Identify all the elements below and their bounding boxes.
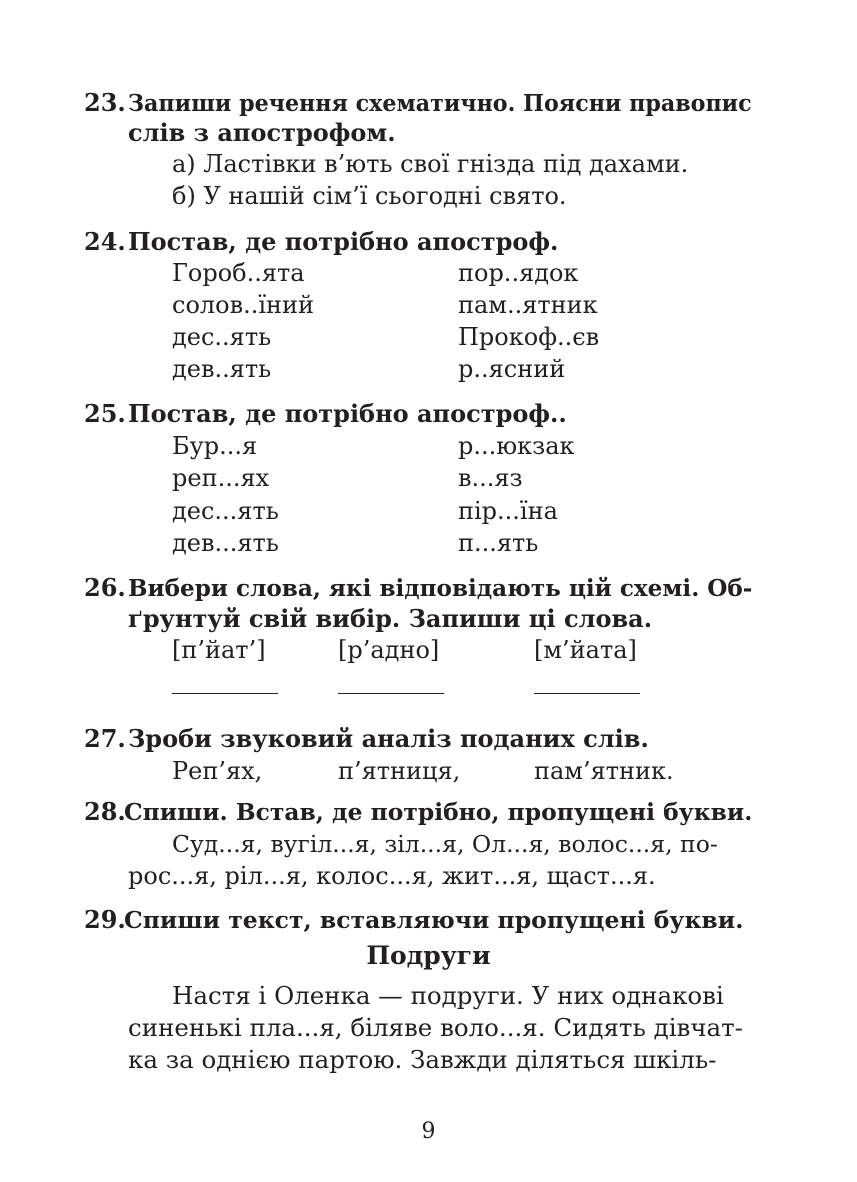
task-24-word: дев..ять (172, 355, 272, 383)
task-23-instruction-line2: слів з апострофом. (128, 118, 396, 147)
task-27-word: пам’ятник. (534, 757, 674, 785)
task-27-word: Реп’ях, (172, 757, 263, 785)
task-26-number: 26. (84, 573, 126, 602)
task-24-word: р..ясний (458, 355, 566, 383)
page-number: 9 (421, 1119, 436, 1144)
task-28-instruction: Спиши. Встав, де потрібно, пропущені букви. (124, 798, 753, 826)
task-26-instruction-line2: ґрунтуй свій вибір. Запиши ці слова. (128, 604, 653, 633)
text-line-1: Настя і Оленка — подруги. У них однакові (172, 981, 724, 1010)
task-26-scheme: [п’йат’] (172, 636, 266, 664)
task-23-sentence-a: а) Ластівки в’ють свої гнізда під дахами. (172, 150, 689, 178)
task-24-number: 24. (84, 227, 126, 256)
answer-blank (338, 693, 444, 694)
task-23-number: 23. (84, 88, 126, 117)
task-28-number: 28. (84, 797, 126, 826)
task-25-word: п...ять (458, 529, 539, 557)
task-23-sentence-b: б) У нашій сім’ї сьогодні свято. (172, 182, 567, 210)
task-28-text-line1: Суд...я, вугіл...я, зіл...я, Ол...я, волос...я, по- (172, 830, 718, 858)
answer-blank (172, 693, 278, 694)
task-25-word: р...юкзак (458, 432, 575, 460)
task-24-word: дес..ять (172, 323, 272, 351)
task-24-word: Прокоф..єв (458, 323, 600, 351)
task-25-word: Бур...я (172, 432, 258, 460)
answer-blank (534, 693, 640, 694)
task-24-word: пор..ядок (458, 259, 579, 287)
task-24-instruction: Постав, де потрібно апостроф. (128, 227, 559, 256)
task-29-number: 29. (84, 905, 126, 934)
task-26-scheme: [м’йата] (534, 636, 637, 664)
task-25-word: дес...ять (172, 497, 279, 525)
task-26-instruction-line1: Вибери слова, які відповідають цій схемі. Об- (128, 574, 753, 602)
task-25-word: дев...ять (172, 529, 279, 557)
task-24-word: солов..їний (172, 291, 315, 319)
task-25-number: 25. (84, 399, 126, 428)
task-25-word: реп...ях (172, 464, 270, 492)
task-27-word: п’ятниця, (338, 757, 461, 785)
task-29-instruction: Спиши текст, вставляючи пропущені букви. (124, 906, 744, 934)
task-24-word: пам..ятник (458, 291, 598, 319)
task-27-instruction: Зроби звуковий аналіз поданих слів. (128, 724, 649, 753)
text-line-2: синенькі пла...я, біляве воло...я. Сидять дівчат- (128, 1013, 743, 1042)
task-24-word: Гороб..ята (172, 259, 305, 287)
task-28-text-line2: рос...я, ріл...я, колос...я, жит...я, щаст...я. (128, 862, 656, 890)
task-26-scheme: [р’адно] (338, 636, 440, 664)
task-25-instruction: Постав, де потрібно апостроф.. (128, 399, 567, 428)
task-23-instruction-line1: Запиши речення схематично. Поясни правопис (128, 89, 752, 117)
task-27-number: 27. (84, 724, 126, 753)
task-25-word: пір...їна (458, 497, 558, 525)
task-25-word: в...яз (458, 464, 523, 492)
text-line-3: ка за однією партою. Завжди діляться шкіль- (128, 1045, 717, 1074)
text-heading: Подруги (366, 941, 491, 970)
